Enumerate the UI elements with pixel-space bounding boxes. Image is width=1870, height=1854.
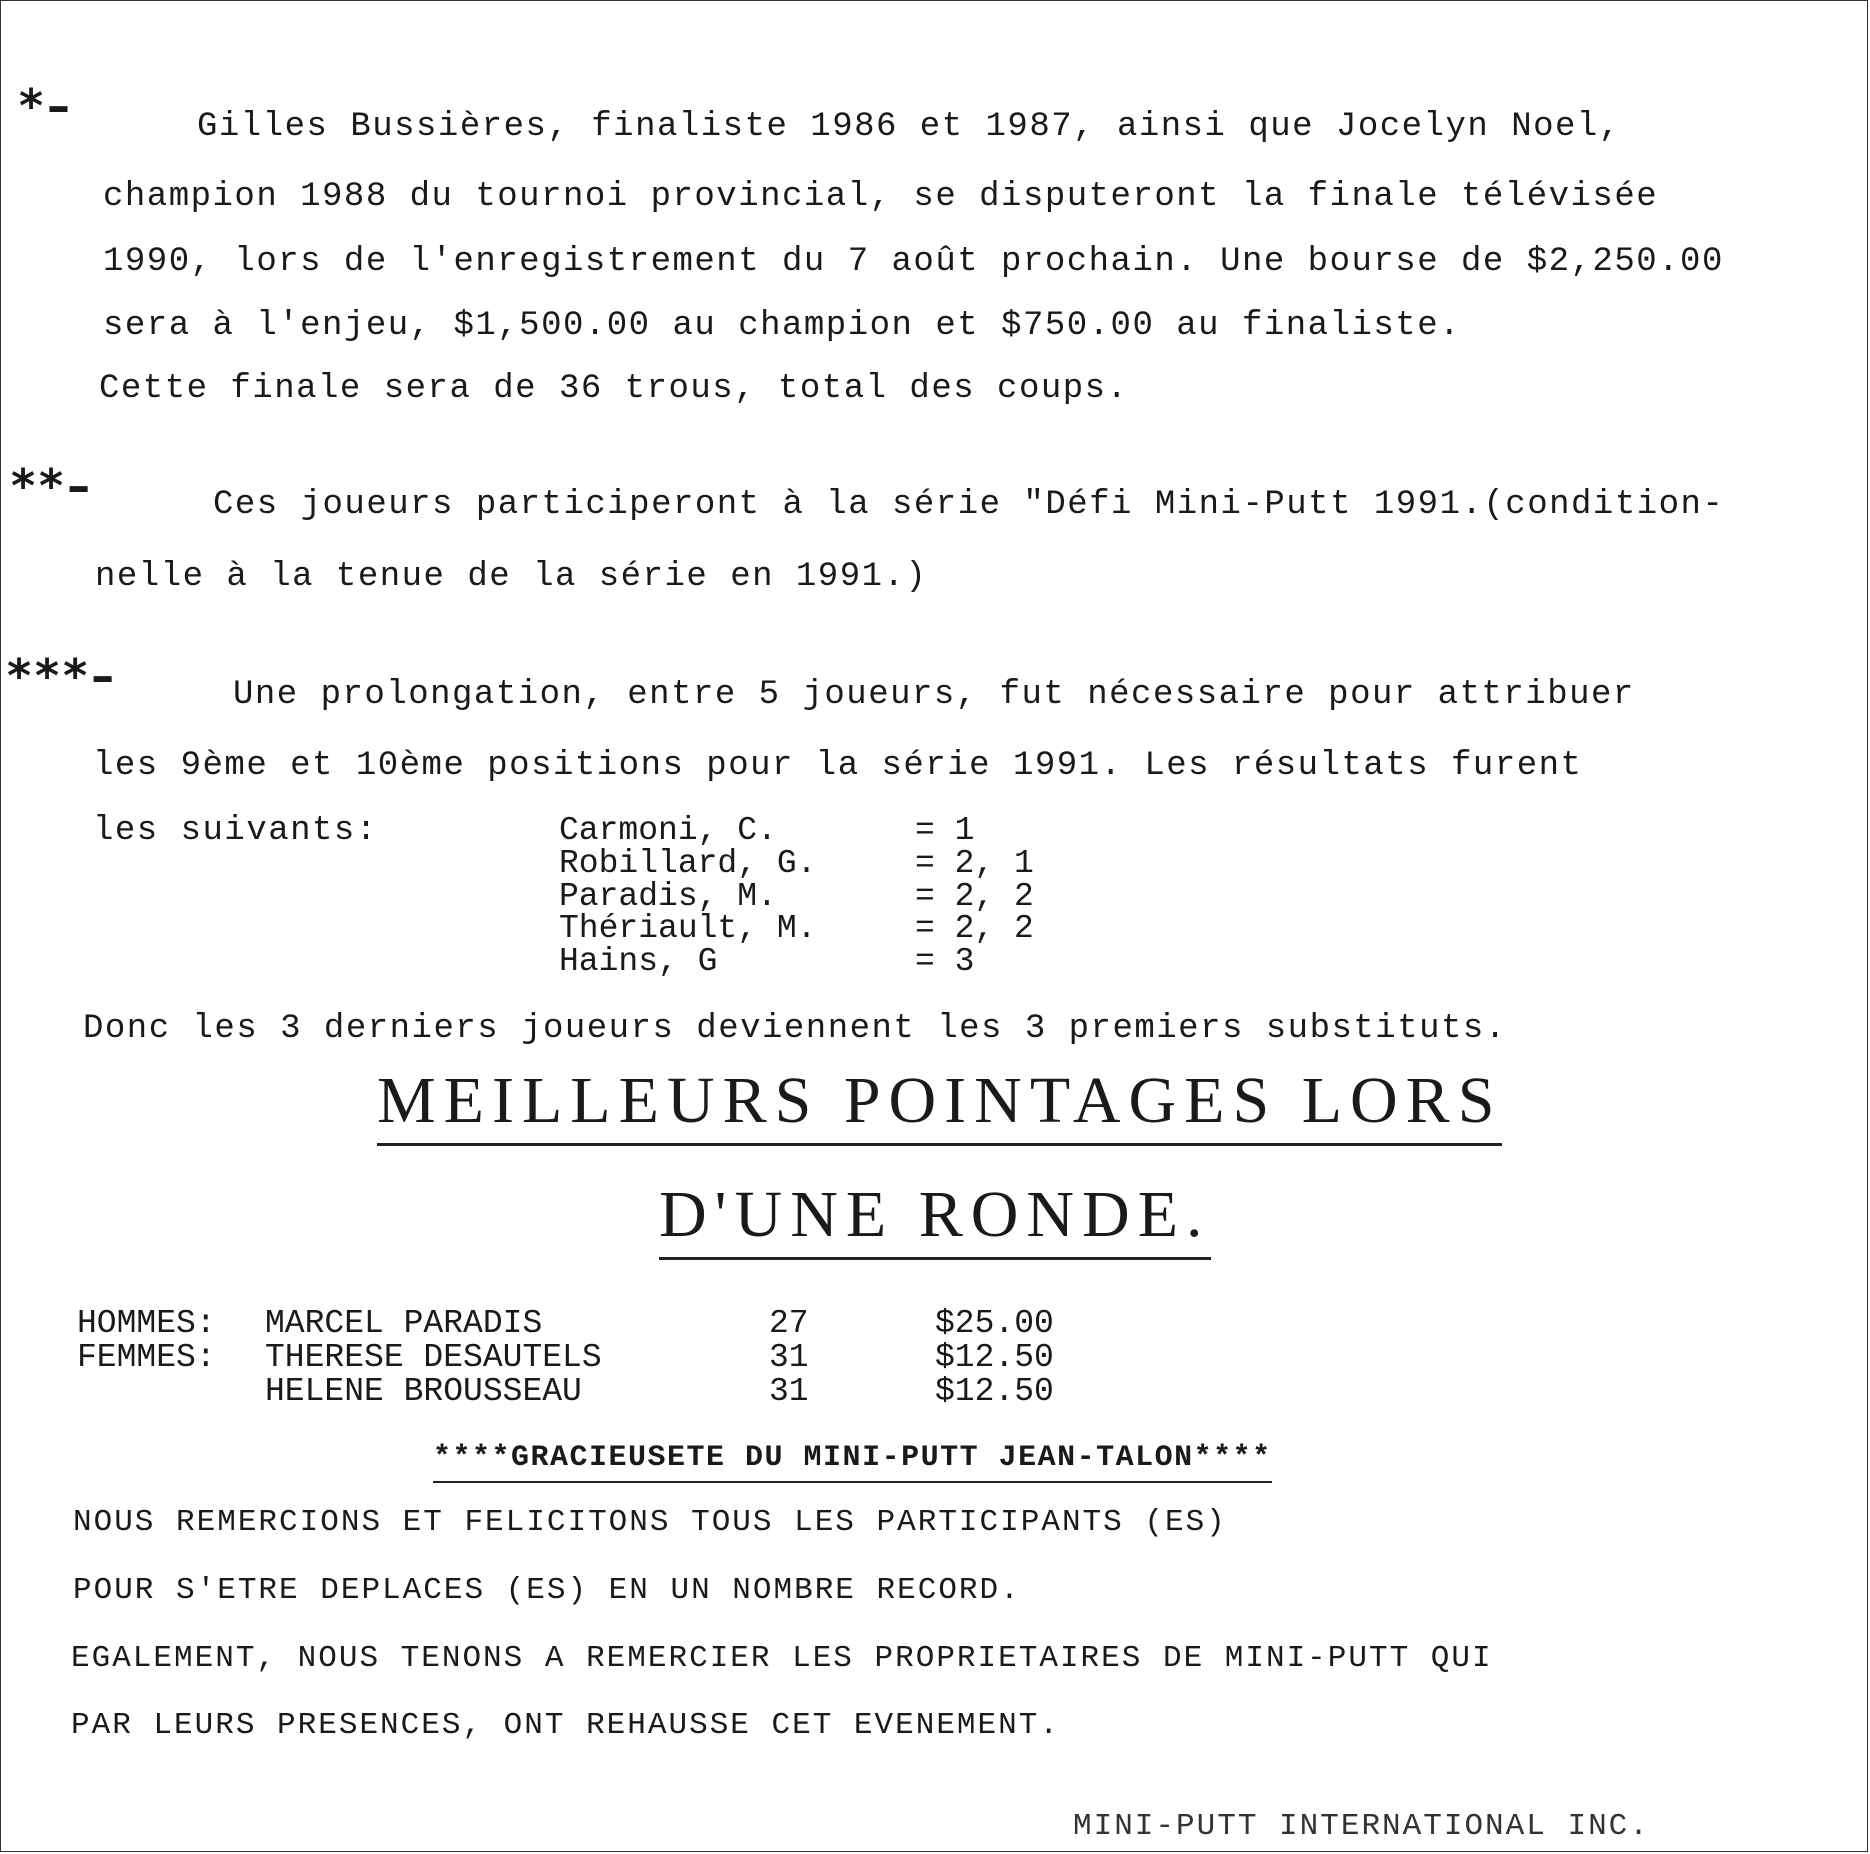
heading-line-1: MEILLEURS POINTAGES LORS [377,1063,1502,1146]
playoff-player-result: = 1 [915,812,975,849]
score-category: FEMMES: [77,1339,216,1376]
note1-line: Gilles Bussières, finaliste 1986 et 1987, ainsi que Jocelyn Noel, [197,108,1621,146]
note3-line: les 9ème et 10ème positions pour la série 1991. Les résultats furent [93,747,1583,785]
playoff-player-name: Paradis, M. [559,878,777,915]
thanks-line: NOUS REMERCIONS ET FELICITONS TOUS LES PARTICIPANTS (ES) [73,1505,1227,1540]
note1-marker: *– [19,79,75,133]
playoff-player-name: Robillard, G. [559,845,817,882]
score-prize: $12.50 [935,1373,1054,1410]
playoff-player-result: = 2, 2 [915,910,1034,947]
playoff-player-result: = 2, 2 [915,878,1034,915]
note1-line: 1990, lors de l'enregistrement du 7 août prochain. Une bourse de $2,250.00 [103,243,1724,281]
playoff-player-result: = 2, 1 [915,845,1034,882]
score-value: 27 [769,1305,809,1342]
score-player-name: HELENE BROUSSEAU [265,1373,582,1410]
note2-line: Ces joueurs participeront à la série "Défi Mini-Putt 1991.(condition- [213,486,1725,524]
heading-line-2: D'UNE RONDE. [659,1177,1211,1260]
note2-line: nelle à la tenue de la série en 1991.) [95,558,928,596]
note3-marker: ***– [7,649,119,703]
note3-line: les suivants: [93,812,378,850]
note1-line: champion 1988 du tournoi provincial, se disputeront la finale télévisée [103,178,1659,216]
courtesy-line: ****GRACIEUSETE DU MINI-PUTT JEAN-TALON**** [433,1441,1272,1483]
playoff-player-name: Thériault, M. [559,910,817,947]
signature: MINI-PUTT INTERNATIONAL INC. [1073,1809,1650,1844]
thanks-line: POUR S'ETRE DEPLACES (ES) EN UN NOMBRE RECORD. [73,1573,1021,1608]
score-category: HOMMES: [77,1305,216,1342]
thanks-line: PAR LEURS PRESENCES, ONT REHAUSSE CET EVENEMENT. [71,1708,1060,1743]
score-value: 31 [769,1339,809,1376]
score-prize: $25.00 [935,1305,1054,1342]
score-player-name: MARCEL PARADIS [265,1305,543,1342]
playoff-player-name: Carmoni, C. [559,812,777,849]
playoff-player-name: Hains, G [559,943,718,980]
playoff-player-result: = 3 [915,943,975,980]
playoff-conclusion: Donc les 3 derniers joueurs deviennent les 3 premiers substituts. [83,1010,1507,1048]
thanks-line: EGALEMENT, NOUS TENONS A REMERCIER LES PROPRIETAIRES DE MINI-PUTT QUI [71,1641,1493,1676]
score-prize: $12.50 [935,1339,1054,1376]
note3-line: Une prolongation, entre 5 joueurs, fut nécessaire pour attribuer [233,676,1635,714]
note1-line: sera à l'enjeu, $1,500.00 au champion et $750.00 au finaliste. [103,307,1462,345]
score-player-name: THERESE DESAUTELS [265,1339,602,1376]
score-value: 31 [769,1373,809,1410]
note1-line: Cette finale sera de 36 trous, total des coups. [99,370,1129,408]
note2-marker: **– [11,459,95,513]
